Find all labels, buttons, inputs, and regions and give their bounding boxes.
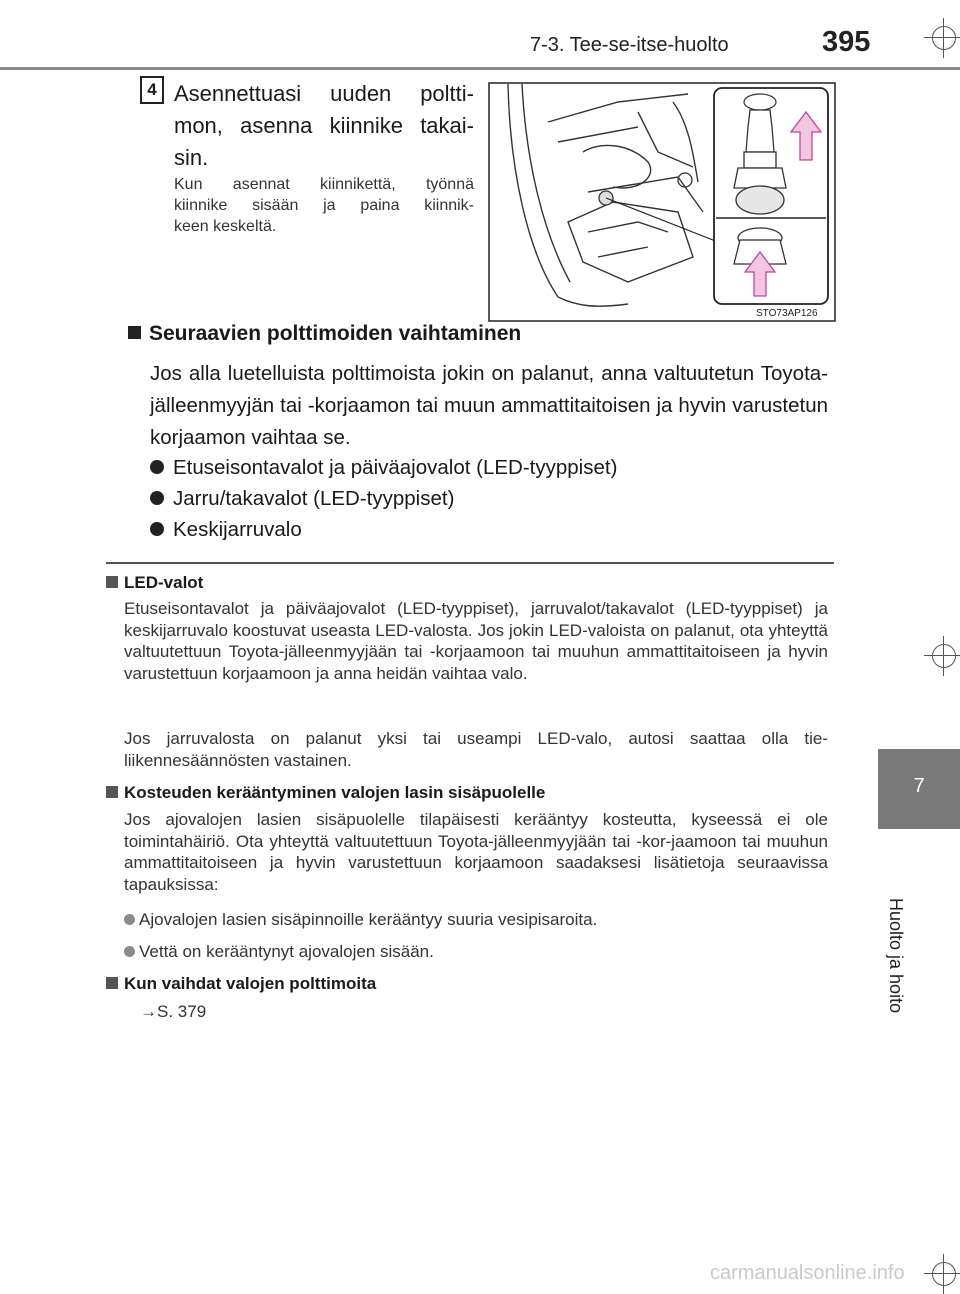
registration-mark xyxy=(924,636,960,676)
list-item-text: Keskijarruvalo xyxy=(173,518,302,541)
bullet-icon xyxy=(124,914,135,925)
list-item-text: Etuseisontavalot ja päiväajovalot (LED-tyyppiset) xyxy=(173,456,618,479)
square-bullet-icon xyxy=(106,977,118,989)
note-list-item-text: Ajovalojen lasien sisäpinnoille kerääntyy suuria vesipisaroita. xyxy=(139,910,598,929)
note-heading-condensation xyxy=(106,783,545,803)
bulb-list xyxy=(150,452,828,545)
note-heading-text: LED-valot xyxy=(124,573,204,592)
note-paragraph: Jos jarruvalosta on palanut yksi tai useampi LED-valo, autosi saattaa olla tie-liikennesäännösten vastainen. xyxy=(124,729,828,770)
list-item-text: Jarru/takavalot (LED-tyyppiset) xyxy=(173,487,455,510)
chapter-title-text: Huolto ja hoito xyxy=(886,898,906,1014)
bullet-icon xyxy=(150,491,164,505)
step-line: sin. xyxy=(174,145,209,170)
header-rule xyxy=(0,67,960,70)
square-bullet-icon xyxy=(128,326,141,339)
step-note xyxy=(174,174,474,237)
bullet-icon xyxy=(150,460,164,474)
list-item xyxy=(150,483,828,514)
step-line: mon, asenna kiinnike takai- xyxy=(174,113,474,138)
watermark: carmanualsonline.info xyxy=(710,1262,905,1284)
note-heading-led xyxy=(106,573,203,593)
list-item xyxy=(150,514,828,545)
list-item xyxy=(150,452,828,483)
chapter-tab[interactable] xyxy=(878,749,960,829)
chapter-title xyxy=(866,898,946,1098)
section-divider xyxy=(106,562,834,564)
step-number: 4 xyxy=(140,76,164,104)
note-paragraph: Jos ajovalojen lasien sisäpuolelle tilapäisesti kerääntyy kosteutta, kyseessä ei ole toimintahäiriö. Ota yhteyttä valtuutettuun Toyota-jälleenmyyjään tai -kor-jaamoon tai muuhun ammattitaitoiseen ja hyvin varustettuun korjaamoon saadaksesi lisätietoja seuraavissa tapauksissa: xyxy=(124,810,828,894)
registration-mark xyxy=(924,1254,960,1294)
step-note-line: keen keskeltä. xyxy=(174,218,277,235)
page-reference-link[interactable]: →S. 379 xyxy=(140,1002,207,1021)
step-note-line: kiinnike sisään ja paina kiinnik- xyxy=(174,197,474,214)
page-number: 395 xyxy=(822,26,871,58)
section-heading xyxy=(128,322,521,346)
chapter-number: 7 xyxy=(913,775,925,797)
note-list-item-text: Vettä on kerääntynyt ajovalojen sisään. xyxy=(139,942,434,961)
section-heading-text: Seuraavien polttimoiden vaihtaminen xyxy=(149,322,522,345)
note-heading-replace xyxy=(106,974,376,994)
bullet-icon xyxy=(124,946,135,957)
note-heading-text: Kun vaihdat valojen polttimoita xyxy=(124,974,377,993)
step-instruction xyxy=(174,78,474,174)
section-title: 7-3. Tee-se-itse-huolto xyxy=(530,34,729,56)
square-bullet-icon xyxy=(106,786,118,798)
step-note-line: Kun asennat kiinnikettä, työnnä xyxy=(174,176,474,193)
square-bullet-icon xyxy=(106,576,118,588)
bulb-holder-illustration xyxy=(488,82,836,322)
section-paragraph: Jos alla luetelluista polttimoista jokin on palanut, anna valtuutetun Toyota-jälleenmyyjän tai -korjaamon tai muun ammattitaitoisen ja hyvin varustetun korjaamon vaihtaa se. xyxy=(150,362,828,449)
bullet-icon xyxy=(150,522,164,536)
figure-code: STO73AP126 xyxy=(756,308,818,319)
step-line: Asennettuasi uuden poltti- xyxy=(174,81,474,106)
note-paragraph: Etuseisontavalot ja päiväajovalot (LED-tyyppiset), jarruvalot/takavalot (LED-tyyppiset) ja keskijarruvalo koostuvat useasta LED-valosta. Jos jokin LED-valoista on palanut, ota yhteyttä valtuutettuun Toyota-jälleenmyyjään tai -korjaamoon tai muuhun ammattitaitoiseen ja hyvin varustettuun korjaamoon ja anna heidän vaihtaa valo. xyxy=(124,599,828,683)
registration-mark xyxy=(924,18,960,58)
note-heading-text: Kosteuden kerääntyminen valojen lasin sisäpuolelle xyxy=(124,783,546,802)
note-list-item xyxy=(124,942,434,962)
note-list-item xyxy=(124,910,597,930)
